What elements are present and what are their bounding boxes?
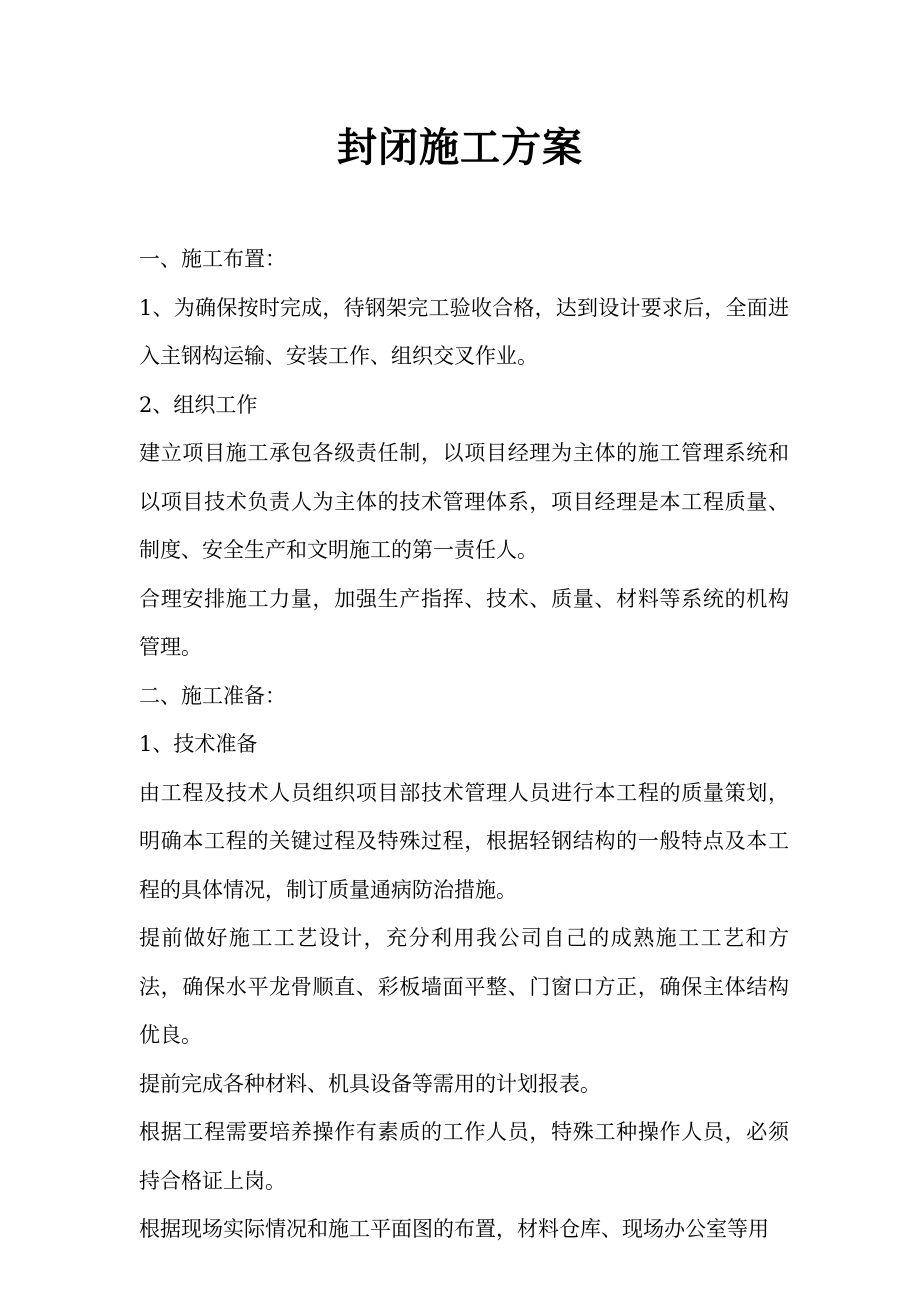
section-heading-layout: 一、施工布置： — [139, 247, 286, 271]
paragraph-schedule: 1、为确保按时完成，待钢架完工验收合格，达到设计要求后，全面进入主钢构运输、安装工作、组织交叉作业。 — [139, 295, 789, 368]
paragraph-staff-training: 根据工程需要培养操作有素质的工作人员，特殊工种操作人员，必须持合格证上岗。 — [139, 1120, 789, 1193]
document-title: 封闭施工方案 — [337, 124, 583, 171]
section-heading-preparation: 二、施工准备： — [139, 683, 286, 708]
document-body — [139, 235, 789, 1254]
subheading-technical-preparation: 1、技术准备 — [139, 732, 258, 756]
paragraph-responsibility: 建立项目施工承包各级责任制，以项目经理为主体的施工管理系统和以项目技术负责人为主体的技术管理体系，项目经理是本工程质量、制度、安全生产和文明施工的第一责任人。 — [139, 441, 789, 562]
paragraph-site-layout: 根据现场实际情况和施工平面图的布置，材料仓库、现场办公室等用 — [139, 1217, 769, 1241]
paragraph-resources: 合理安排施工力量，加强生产指挥、技术、质量、材料等系统的机构管理。 — [139, 586, 789, 659]
subheading-organization: 2、组织工作 — [139, 392, 258, 417]
paragraph-quality-planning: 由工程及技术人员组织项目部技术管理人员进行本工程的质量策划，明确本工程的关键过程及特殊过程，根据轻钢结构的一般特点及本工程的具体情况，制订质量通病防治措施。 — [139, 780, 789, 902]
paragraph-material-plan: 提前完成各种材料、机具设备等需用的计划报表。 — [139, 1071, 601, 1096]
paragraph-process-design: 提前做好施工工艺设计，充分利用我公司自己的成熟施工工艺和方法，确保水平龙骨顺直、彩板墙面平整、门窗口方正，确保主体结构优良。 — [139, 926, 789, 1047]
